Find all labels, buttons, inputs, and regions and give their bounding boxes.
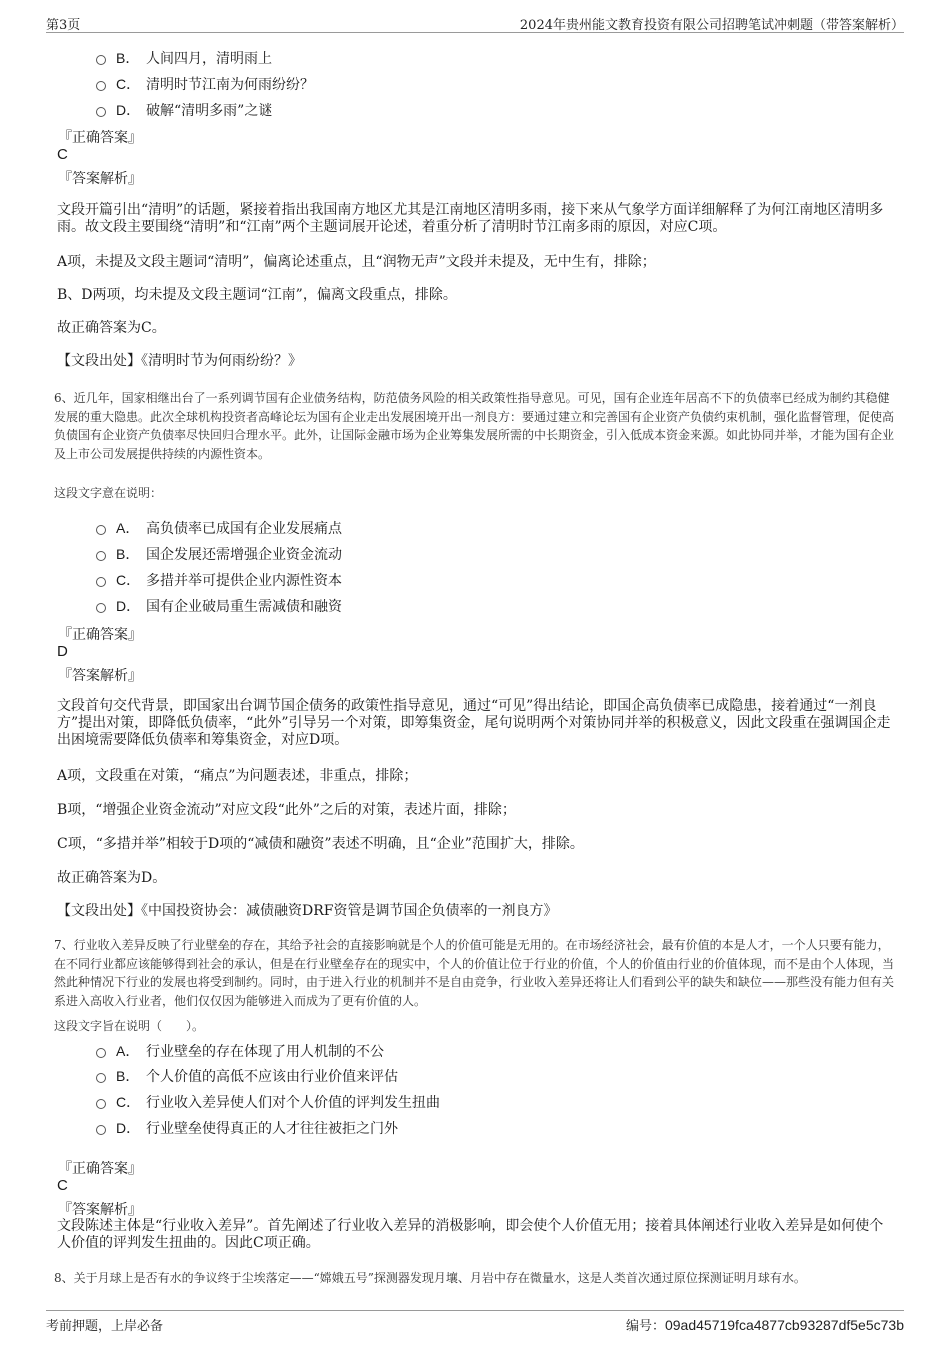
question-8-text: 8、关于月球上是否有水的争议终于尘埃落定——“嫦娥五号”探测器发现月壤、月岩中存在微量水，这是人类首次通过原位探测证明月球有水。: [54, 1271, 806, 1285]
radio-icon[interactable]: [96, 1125, 106, 1135]
page-number: 第3页: [46, 18, 81, 33]
correct-answer-label: 『正确答案』: [58, 1161, 142, 1177]
question-7-text: 7、行业收入差异反映了行业壁垒的存在，其给予社会的直接影响就是个人的价值可能是无用的。在市场经济社会，最有价值的本是人才，一个人只要有能力，在不同行业都应该能够得到社会的承认，但是在行业壁垒存在的现实中，个人的价值让位于行业的价值，个人的价值由行业的价值体现，而不是由个人体现，当然此种情况下行业的发展也将受到制约。同时，由于进入行业的机制并不是自由竞争，行业收入差异还将让人们看到公平的缺失和缺位——那些没有能力但有关系进入高收入行业者，他们仅仅因为能够进入而成为了更有价值的人。: [54, 938, 895, 1008]
analysis-paragraph: C项，“多措并举”相较于D项的“减债和融资”表述不明确，且“企业”范围扩大，排除。: [57, 836, 584, 852]
option-d[interactable]: D． 破解“清明多雨”之谜: [96, 100, 272, 120]
analysis-paragraph: B项，“增强企业资金流动”对应文段“此外”之后的对策，表述片面，排除；: [57, 802, 516, 818]
radio-icon[interactable]: [96, 1073, 106, 1083]
analysis-paragraph: 文段陈述主体是“行业收入差异”。首先阐述了行业收入差异的消极影响，即会使个人价值无用；接着具体阐述行业收入差异是如何使个人价值的评判发生扭曲的。因此C项正确。: [57, 1218, 884, 1251]
analysis-label: 『答案解析』: [58, 668, 142, 684]
radio-icon[interactable]: [96, 55, 106, 65]
option-a[interactable]: A． 行业壁垒的存在体现了用人机制的不公: [96, 1041, 384, 1061]
radio-icon[interactable]: [96, 81, 106, 91]
radio-icon[interactable]: [96, 1048, 106, 1058]
page-header: [46, 12, 904, 33]
analysis-conclusion: 故正确答案为D。: [57, 870, 167, 886]
question-6-prompt: 这段文字意在说明：: [54, 486, 163, 500]
radio-icon[interactable]: [96, 577, 106, 587]
option-d[interactable]: D． 行业壁垒使得真正的人才往往被拒之门外: [96, 1118, 398, 1138]
radio-icon[interactable]: [96, 603, 106, 613]
option-d[interactable]: D． 国有企业破局重生需减债和融资: [96, 596, 342, 616]
option-b[interactable]: B． 人间四月，清明雨上: [96, 48, 272, 68]
correct-answer: D: [57, 643, 68, 660]
option-c[interactable]: C． 行业收入差异使人们对个人价值的评判发生扭曲: [96, 1092, 440, 1112]
radio-icon[interactable]: [96, 1099, 106, 1109]
radio-icon[interactable]: [96, 551, 106, 561]
source-citation: 【文段出处】《清明时节为何雨纷纷？》: [57, 353, 302, 369]
analysis-label: 『答案解析』: [58, 171, 142, 187]
question-7-prompt: 这段文字旨在说明（ ）。: [54, 1019, 205, 1033]
document-title: 2024年贵州能文教育投资有限公司招聘笔试冲刺题（带答案解析）: [519, 18, 904, 33]
option-b[interactable]: B． 个人价值的高低不应该由行业价值来评估: [96, 1066, 398, 1086]
analysis-paragraph: B、D两项，均未提及文段主题词“江南”，偏离文段重点，排除。: [57, 287, 457, 303]
option-b[interactable]: B． 国企发展还需增强企业资金流动: [96, 544, 342, 564]
option-c[interactable]: C． 多措并举可提供企业内源性资本: [96, 570, 342, 590]
correct-answer: C: [57, 146, 68, 163]
document-code: [626, 1315, 904, 1334]
code-label: 编号：: [625, 1319, 665, 1334]
analysis-label: 『答案解析』: [58, 1202, 142, 1218]
analysis-paragraph: 文段首句交代背景，即国家出台调节国企债务的政策性指导意见，通过“可见”得出结论，即国企高负债率已成隐患，接着通过“一剂良方”提出对策，即降低负债率，“此外”引导另一个对策，即筹集资金，尾句说明两个对策协同并举的积极意义，因此文段重在强调国企走出困境需要降低负债率和筹集资金，对应D项。: [57, 698, 891, 748]
analysis-paragraph: A项，未提及文段主题词“清明”，偏离论述重点，且“润物无声”文段并未提及，无中生有，排除；: [57, 254, 656, 270]
correct-answer-label: 『正确答案』: [58, 627, 142, 643]
code-value: 09ad45719fca4877cb93287df5e5c73b: [664, 1317, 904, 1333]
analysis-paragraph: A项，文段重在对策，“痛点”为问题表述，非重点，排除；: [57, 768, 418, 784]
correct-answer-label: 『正确答案』: [58, 130, 142, 146]
question-6-text: 6、近几年，国家相继出台了一系列调节国有企业债务结构，防范债务风险的相关政策性指导意见。可见，国有企业连年居高不下的负债率已经成为制约其稳健发展的重大隐患。此次全球机构投资者高峰论坛为国有企业走出发展困境开出一剂良方：要通过建立和完善国有企业资产负债约束机制，强化监督管理，促使高负债国有企业资产负债率尽快回归合理水平。此外，让国际金融市场为企业筹集发展所需的中长期资金，引入低成本资金来源。如此协同并举，才能为国有企业及上市公司发展提供持续的内源性资本。: [54, 391, 895, 461]
page-footer: [46, 1310, 904, 1333]
radio-icon[interactable]: [96, 525, 106, 535]
source-citation: 【文段出处】《中国投资协会：减债融资DRF资管是调节国企负债率的一剂良方》: [57, 903, 558, 919]
correct-answer: C: [57, 1177, 68, 1194]
analysis-conclusion: 故正确答案为C。: [57, 320, 166, 336]
option-a[interactable]: A． 高负债率已成国有企业发展痛点: [96, 518, 342, 538]
analysis-paragraph: 文段开篇引出“清明”的话题，紧接着指出我国南方地区尤其是江南地区清明多雨，接下来从气象学方面详细解释了为何江南地区清明多雨。故文段主要围绕“清明”和“江南”两个主题词展开论述，着重分析了清明时节江南多雨的原因，对应C项。: [57, 202, 884, 235]
radio-icon[interactable]: [96, 107, 106, 117]
footer-slogan: 考前押题，上岸必备: [46, 1319, 164, 1334]
option-c[interactable]: C． 清明时节江南为何雨纷纷？: [96, 74, 314, 94]
